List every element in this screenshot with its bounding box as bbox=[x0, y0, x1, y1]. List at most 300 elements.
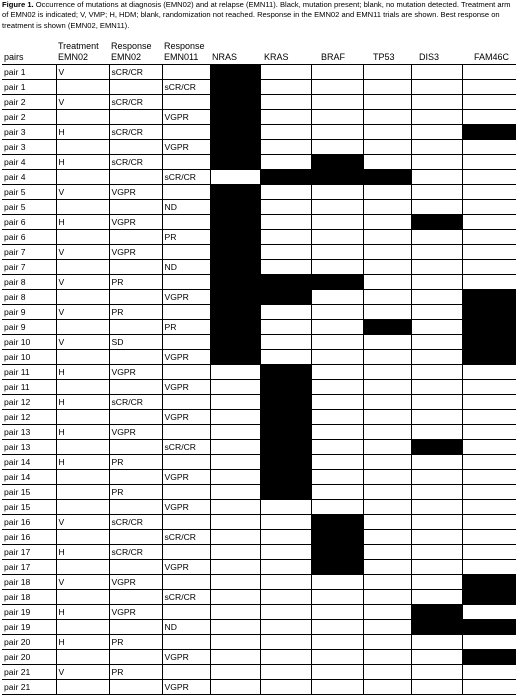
mutation-cell-dis3 bbox=[411, 170, 462, 185]
table-row bbox=[2, 170, 516, 185]
treatment-arm bbox=[56, 230, 109, 245]
response-emn02 bbox=[109, 230, 162, 245]
table-row bbox=[2, 590, 516, 605]
response-emn011 bbox=[162, 335, 210, 350]
response-emn02 bbox=[109, 620, 162, 635]
mutation-cell-nras bbox=[210, 335, 260, 350]
mutation-cell-tp53 bbox=[363, 65, 411, 80]
treatment-arm bbox=[56, 590, 109, 605]
mutation-cell-nras bbox=[210, 65, 260, 80]
mutation-cell-braf bbox=[311, 515, 363, 530]
mutation-cell-tp53 bbox=[363, 515, 411, 530]
table-row bbox=[2, 410, 516, 425]
pair-label: pair 4 bbox=[2, 170, 56, 185]
mutation-cell-tp53 bbox=[363, 140, 411, 155]
treatment-arm bbox=[56, 200, 109, 215]
mutation-cell-kras bbox=[260, 200, 311, 215]
mutation-cell-braf bbox=[311, 185, 363, 200]
table-row bbox=[2, 485, 516, 500]
pair-label: pair 3 bbox=[2, 140, 56, 155]
mutation-cell-fam46c bbox=[462, 230, 516, 245]
response-emn011: VGPR bbox=[162, 350, 210, 365]
mutation-cell-fam46c bbox=[462, 470, 516, 485]
mutation-cell-nras bbox=[210, 200, 260, 215]
mutation-cell-kras bbox=[260, 185, 311, 200]
mutation-cell-braf bbox=[311, 335, 363, 350]
mutation-cell-braf bbox=[311, 590, 363, 605]
pair-label: pair 14 bbox=[2, 470, 56, 485]
pair-label: pair 19 bbox=[2, 620, 56, 635]
response-emn011 bbox=[162, 545, 210, 560]
mutation-cell-braf bbox=[311, 455, 363, 470]
response-emn02 bbox=[109, 110, 162, 125]
mutation-cell-braf bbox=[311, 260, 363, 275]
response-emn02: PR bbox=[109, 665, 162, 680]
treatment-arm: H bbox=[56, 605, 109, 620]
treatment-arm: H bbox=[56, 455, 109, 470]
table-row bbox=[2, 275, 516, 290]
mutation-cell-fam46c bbox=[462, 215, 516, 230]
mutation-cell-fam46c bbox=[462, 170, 516, 185]
response-emn02: sCR/CR bbox=[109, 125, 162, 140]
response-emn011 bbox=[162, 665, 210, 680]
mutation-cell-fam46c bbox=[462, 410, 516, 425]
response-emn011 bbox=[162, 455, 210, 470]
pair-label: pair 8 bbox=[2, 275, 56, 290]
mutation-cell-fam46c bbox=[462, 185, 516, 200]
mutation-cell-dis3 bbox=[411, 140, 462, 155]
mutation-cell-braf bbox=[311, 650, 363, 665]
table-row bbox=[2, 125, 516, 140]
mutation-cell-dis3 bbox=[411, 470, 462, 485]
mutation-cell-dis3 bbox=[411, 530, 462, 545]
mutation-cell-fam46c bbox=[462, 110, 516, 125]
mutation-cell-braf bbox=[311, 305, 363, 320]
mutation-cell-kras bbox=[260, 230, 311, 245]
mutation-cell-braf bbox=[311, 200, 363, 215]
treatment-arm bbox=[56, 170, 109, 185]
response-emn02: sCR/CR bbox=[109, 515, 162, 530]
mutation-cell-braf bbox=[311, 350, 363, 365]
table-row bbox=[2, 425, 516, 440]
mutation-cell-braf bbox=[311, 530, 363, 545]
response-emn011: VGPR bbox=[162, 560, 210, 575]
mutation-cell-nras bbox=[210, 500, 260, 515]
mutation-cell-fam46c bbox=[462, 200, 516, 215]
mutation-cell-kras bbox=[260, 470, 311, 485]
mutation-cell-dis3 bbox=[411, 560, 462, 575]
mutation-cell-nras bbox=[210, 230, 260, 245]
mutation-cell-braf bbox=[311, 665, 363, 680]
mutation-cell-tp53 bbox=[363, 560, 411, 575]
table-row bbox=[2, 665, 516, 680]
response-emn02 bbox=[109, 260, 162, 275]
mutation-cell-dis3 bbox=[411, 80, 462, 95]
response-emn02 bbox=[109, 410, 162, 425]
table-row bbox=[2, 530, 516, 545]
pair-label: pair 10 bbox=[2, 350, 56, 365]
figure-caption bbox=[2, 0, 516, 31]
mutation-cell-braf bbox=[311, 545, 363, 560]
mutation-cell-kras bbox=[260, 305, 311, 320]
pair-label: pair 11 bbox=[2, 365, 56, 380]
header-gene-dis3: DIS3 bbox=[411, 37, 462, 65]
mutation-cell-nras bbox=[210, 155, 260, 170]
mutation-cell-kras bbox=[260, 590, 311, 605]
mutation-cell-nras bbox=[210, 620, 260, 635]
mutation-cell-nras bbox=[210, 425, 260, 440]
mutation-cell-tp53 bbox=[363, 575, 411, 590]
mutation-cell-tp53 bbox=[363, 260, 411, 275]
table-row bbox=[2, 575, 516, 590]
pair-label: pair 19 bbox=[2, 605, 56, 620]
mutation-cell-kras bbox=[260, 635, 311, 650]
mutation-cell-dis3 bbox=[411, 410, 462, 425]
mutation-cell-dis3 bbox=[411, 365, 462, 380]
response-emn011 bbox=[162, 575, 210, 590]
response-emn011 bbox=[162, 95, 210, 110]
pair-label: pair 20 bbox=[2, 650, 56, 665]
treatment-arm bbox=[56, 350, 109, 365]
mutation-cell-braf bbox=[311, 380, 363, 395]
response-emn02: VGPR bbox=[109, 425, 162, 440]
pair-label: pair 5 bbox=[2, 185, 56, 200]
mutation-cell-braf bbox=[311, 635, 363, 650]
response-emn011 bbox=[162, 395, 210, 410]
mutation-table bbox=[2, 37, 516, 695]
treatment-arm: H bbox=[56, 395, 109, 410]
response-emn011: VGPR bbox=[162, 290, 210, 305]
mutation-cell-nras bbox=[210, 470, 260, 485]
mutation-cell-tp53 bbox=[363, 155, 411, 170]
mutation-cell-tp53 bbox=[363, 680, 411, 695]
response-emn011 bbox=[162, 365, 210, 380]
response-emn011: VGPR bbox=[162, 500, 210, 515]
mutation-cell-braf bbox=[311, 230, 363, 245]
mutation-cell-nras bbox=[210, 455, 260, 470]
mutation-cell-fam46c bbox=[462, 530, 516, 545]
response-emn02 bbox=[109, 440, 162, 455]
treatment-arm: V bbox=[56, 305, 109, 320]
header-response-emn011-line2: EMN011 bbox=[164, 52, 199, 62]
treatment-arm bbox=[56, 440, 109, 455]
mutation-cell-dis3 bbox=[411, 545, 462, 560]
mutation-cell-tp53 bbox=[363, 545, 411, 560]
pair-label: pair 20 bbox=[2, 635, 56, 650]
table-row bbox=[2, 110, 516, 125]
mutation-cell-tp53 bbox=[363, 125, 411, 140]
mutation-cell-tp53 bbox=[363, 95, 411, 110]
mutation-cell-tp53 bbox=[363, 290, 411, 305]
mutation-cell-tp53 bbox=[363, 425, 411, 440]
pair-label: pair 7 bbox=[2, 260, 56, 275]
mutation-cell-dis3 bbox=[411, 335, 462, 350]
pair-label: pair 9 bbox=[2, 320, 56, 335]
treatment-arm: H bbox=[56, 425, 109, 440]
header-response-emn011-line1: Response bbox=[164, 41, 205, 51]
mutation-cell-dis3 bbox=[411, 515, 462, 530]
pair-label: pair 10 bbox=[2, 335, 56, 350]
mutation-cell-tp53 bbox=[363, 245, 411, 260]
treatment-arm bbox=[56, 410, 109, 425]
mutation-cell-tp53 bbox=[363, 170, 411, 185]
mutation-cell-nras bbox=[210, 665, 260, 680]
treatment-arm bbox=[56, 320, 109, 335]
response-emn011 bbox=[162, 245, 210, 260]
table-row bbox=[2, 680, 516, 695]
treatment-arm bbox=[56, 470, 109, 485]
response-emn02: PR bbox=[109, 275, 162, 290]
pair-label: pair 17 bbox=[2, 545, 56, 560]
table-row bbox=[2, 95, 516, 110]
mutation-cell-tp53 bbox=[363, 410, 411, 425]
response-emn02: sCR/CR bbox=[109, 155, 162, 170]
mutation-cell-kras bbox=[260, 80, 311, 95]
response-emn011: VGPR bbox=[162, 470, 210, 485]
table-row bbox=[2, 200, 516, 215]
mutation-cell-dis3 bbox=[411, 350, 462, 365]
mutation-cell-dis3 bbox=[411, 425, 462, 440]
pair-label: pair 1 bbox=[2, 80, 56, 95]
response-emn02 bbox=[109, 320, 162, 335]
mutation-cell-tp53 bbox=[363, 185, 411, 200]
pair-label: pair 7 bbox=[2, 245, 56, 260]
response-emn02: PR bbox=[109, 485, 162, 500]
mutation-cell-tp53 bbox=[363, 365, 411, 380]
response-emn011 bbox=[162, 215, 210, 230]
mutation-cell-dis3 bbox=[411, 680, 462, 695]
mutation-cell-dis3 bbox=[411, 650, 462, 665]
mutation-cell-fam46c bbox=[462, 320, 516, 335]
mutation-cell-tp53 bbox=[363, 380, 411, 395]
mutation-cell-tp53 bbox=[363, 80, 411, 95]
table-row bbox=[2, 560, 516, 575]
mutation-cell-nras bbox=[210, 560, 260, 575]
mutation-cell-nras bbox=[210, 545, 260, 560]
mutation-cell-kras bbox=[260, 170, 311, 185]
mutation-cell-tp53 bbox=[363, 590, 411, 605]
pair-label: pair 18 bbox=[2, 575, 56, 590]
mutation-cell-kras bbox=[260, 560, 311, 575]
response-emn011 bbox=[162, 635, 210, 650]
response-emn02 bbox=[109, 170, 162, 185]
mutation-cell-fam46c bbox=[462, 575, 516, 590]
mutation-cell-kras bbox=[260, 65, 311, 80]
mutation-cell-dis3 bbox=[411, 65, 462, 80]
mutation-cell-braf bbox=[311, 680, 363, 695]
header-response-emn011 bbox=[162, 37, 210, 65]
pair-label: pair 2 bbox=[2, 110, 56, 125]
response-emn011 bbox=[162, 485, 210, 500]
mutation-cell-kras bbox=[260, 680, 311, 695]
table-row bbox=[2, 290, 516, 305]
mutation-cell-dis3 bbox=[411, 260, 462, 275]
mutation-cell-nras bbox=[210, 515, 260, 530]
table-row bbox=[2, 80, 516, 95]
header-gene-tp53: TP53 bbox=[363, 37, 411, 65]
mutation-cell-kras bbox=[260, 575, 311, 590]
table-row bbox=[2, 365, 516, 380]
mutation-cell-tp53 bbox=[363, 440, 411, 455]
mutation-cell-tp53 bbox=[363, 335, 411, 350]
mutation-cell-braf bbox=[311, 470, 363, 485]
mutation-cell-nras bbox=[210, 635, 260, 650]
response-emn02 bbox=[109, 530, 162, 545]
mutation-cell-braf bbox=[311, 110, 363, 125]
mutation-cell-fam46c bbox=[462, 680, 516, 695]
response-emn02: sCR/CR bbox=[109, 395, 162, 410]
response-emn02: VGPR bbox=[109, 575, 162, 590]
mutation-cell-braf bbox=[311, 620, 363, 635]
pair-label: pair 2 bbox=[2, 95, 56, 110]
treatment-arm bbox=[56, 500, 109, 515]
response-emn011: VGPR bbox=[162, 380, 210, 395]
pair-label: pair 13 bbox=[2, 440, 56, 455]
header-treatment-line2: EMN02 bbox=[58, 52, 89, 62]
response-emn02 bbox=[109, 560, 162, 575]
mutation-cell-nras bbox=[210, 350, 260, 365]
mutation-cell-nras bbox=[210, 410, 260, 425]
response-emn02 bbox=[109, 650, 162, 665]
mutation-cell-kras bbox=[260, 110, 311, 125]
mutation-cell-braf bbox=[311, 410, 363, 425]
mutation-cell-dis3 bbox=[411, 185, 462, 200]
mutation-cell-braf bbox=[311, 125, 363, 140]
mutation-cell-kras bbox=[260, 545, 311, 560]
header-gene-nras: NRAS bbox=[210, 37, 260, 65]
mutation-cell-tp53 bbox=[363, 485, 411, 500]
mutation-cell-dis3 bbox=[411, 455, 462, 470]
header-row bbox=[2, 37, 516, 65]
table-row bbox=[2, 335, 516, 350]
mutation-cell-dis3 bbox=[411, 500, 462, 515]
response-emn02: PR bbox=[109, 635, 162, 650]
mutation-cell-dis3 bbox=[411, 575, 462, 590]
mutation-cell-nras bbox=[210, 650, 260, 665]
mutation-cell-fam46c bbox=[462, 80, 516, 95]
response-emn011 bbox=[162, 65, 210, 80]
mutation-cell-kras bbox=[260, 380, 311, 395]
table-row bbox=[2, 65, 516, 80]
mutation-cell-dis3 bbox=[411, 95, 462, 110]
mutation-cell-fam46c bbox=[462, 395, 516, 410]
mutation-cell-nras bbox=[210, 395, 260, 410]
table-row bbox=[2, 185, 516, 200]
response-emn02: VGPR bbox=[109, 185, 162, 200]
mutation-cell-kras bbox=[260, 410, 311, 425]
pair-label: pair 12 bbox=[2, 395, 56, 410]
treatment-arm bbox=[56, 110, 109, 125]
pair-label: pair 16 bbox=[2, 530, 56, 545]
mutation-cell-nras bbox=[210, 380, 260, 395]
pair-label: pair 13 bbox=[2, 425, 56, 440]
mutation-cell-tp53 bbox=[363, 200, 411, 215]
mutation-cell-kras bbox=[260, 275, 311, 290]
mutation-cell-kras bbox=[260, 320, 311, 335]
pair-label: pair 6 bbox=[2, 215, 56, 230]
mutation-cell-fam46c bbox=[462, 440, 516, 455]
response-emn02: PR bbox=[109, 305, 162, 320]
mutation-cell-fam46c bbox=[462, 305, 516, 320]
mutation-cell-nras bbox=[210, 530, 260, 545]
mutation-cell-dis3 bbox=[411, 215, 462, 230]
mutation-cell-fam46c bbox=[462, 350, 516, 365]
mutation-cell-fam46c bbox=[462, 560, 516, 575]
pair-label: pair 16 bbox=[2, 515, 56, 530]
mutation-cell-dis3 bbox=[411, 230, 462, 245]
treatment-arm bbox=[56, 560, 109, 575]
mutation-cell-braf bbox=[311, 395, 363, 410]
mutation-cell-tp53 bbox=[363, 665, 411, 680]
mutation-cell-kras bbox=[260, 440, 311, 455]
treatment-arm bbox=[56, 650, 109, 665]
table-row bbox=[2, 440, 516, 455]
response-emn02: PR bbox=[109, 455, 162, 470]
table-row bbox=[2, 500, 516, 515]
pair-label: pair 11 bbox=[2, 380, 56, 395]
mutation-cell-tp53 bbox=[363, 455, 411, 470]
response-emn011: VGPR bbox=[162, 140, 210, 155]
treatment-arm bbox=[56, 260, 109, 275]
mutation-cell-kras bbox=[260, 335, 311, 350]
mutation-cell-dis3 bbox=[411, 440, 462, 455]
mutation-cell-nras bbox=[210, 170, 260, 185]
table-row bbox=[2, 260, 516, 275]
pair-label: pair 18 bbox=[2, 590, 56, 605]
treatment-arm: H bbox=[56, 365, 109, 380]
mutation-cell-tp53 bbox=[363, 650, 411, 665]
mutation-cell-kras bbox=[260, 215, 311, 230]
table-row bbox=[2, 650, 516, 665]
treatment-arm: V bbox=[56, 245, 109, 260]
mutation-cell-nras bbox=[210, 95, 260, 110]
response-emn011: ND bbox=[162, 200, 210, 215]
mutation-cell-fam46c bbox=[462, 620, 516, 635]
mutation-cell-nras bbox=[210, 365, 260, 380]
mutation-cell-kras bbox=[260, 485, 311, 500]
treatment-arm bbox=[56, 620, 109, 635]
treatment-arm: V bbox=[56, 515, 109, 530]
mutation-cell-kras bbox=[260, 455, 311, 470]
mutation-cell-dis3 bbox=[411, 590, 462, 605]
treatment-arm: V bbox=[56, 335, 109, 350]
treatment-arm bbox=[56, 380, 109, 395]
response-emn011 bbox=[162, 185, 210, 200]
mutation-cell-kras bbox=[260, 140, 311, 155]
mutation-cell-dis3 bbox=[411, 665, 462, 680]
pair-label: pair 12 bbox=[2, 410, 56, 425]
response-emn011: sCR/CR bbox=[162, 590, 210, 605]
mutation-cell-kras bbox=[260, 395, 311, 410]
treatment-arm: H bbox=[56, 125, 109, 140]
response-emn011: sCR/CR bbox=[162, 170, 210, 185]
mutation-cell-fam46c bbox=[462, 95, 516, 110]
mutation-cell-braf bbox=[311, 365, 363, 380]
table-row bbox=[2, 380, 516, 395]
mutation-cell-tp53 bbox=[363, 500, 411, 515]
mutation-cell-braf bbox=[311, 65, 363, 80]
mutation-cell-tp53 bbox=[363, 305, 411, 320]
mutation-cell-fam46c bbox=[462, 515, 516, 530]
response-emn02 bbox=[109, 590, 162, 605]
mutation-cell-tp53 bbox=[363, 275, 411, 290]
mutation-cell-nras bbox=[210, 680, 260, 695]
mutation-cell-braf bbox=[311, 155, 363, 170]
table-row bbox=[2, 635, 516, 650]
treatment-arm bbox=[56, 680, 109, 695]
mutation-cell-kras bbox=[260, 665, 311, 680]
treatment-arm: V bbox=[56, 95, 109, 110]
